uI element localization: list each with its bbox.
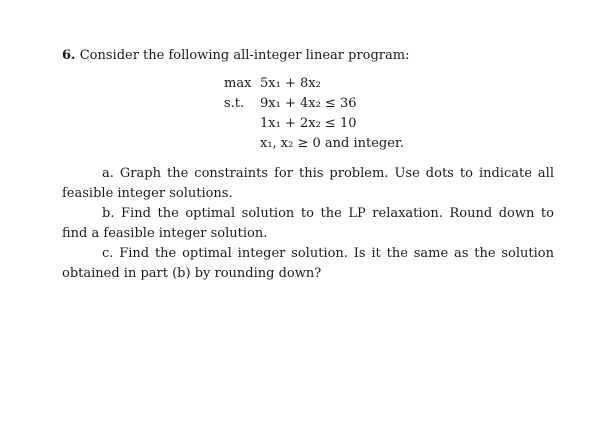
- problem-heading: [62, 46, 554, 66]
- objective-label: max: [224, 76, 252, 91]
- part-c: c. Find the optimal integer solution. Is it the same as the solution obtained in part (b) by rounding down?: [62, 246, 554, 281]
- part-b: b. Find the optimal solution to the LP relaxation. Round down to find a feasible integer solution.: [62, 206, 554, 241]
- problem-number: 6.: [62, 48, 76, 63]
- part-a: a. Graph the constraints for this problem. Use dots to indicate all feasible integer solutions.: [62, 166, 554, 201]
- problem-parts: [62, 164, 554, 284]
- constraint-1: 9x₁ + 4x₂ ≤ 36: [260, 96, 357, 111]
- problem-intro: Consider the following all-integer linear program:: [79, 48, 410, 63]
- constraint-2: 1x₁ + 2x₂ ≤ 10: [260, 116, 357, 131]
- constraint-label: s.t.: [224, 96, 245, 111]
- problem-6: [62, 46, 554, 281]
- objective-function: 5x₁ + 8x₂: [260, 76, 321, 91]
- nonnegativity-constraint: x₁, x₂ ≥ 0 and integer.: [260, 136, 404, 151]
